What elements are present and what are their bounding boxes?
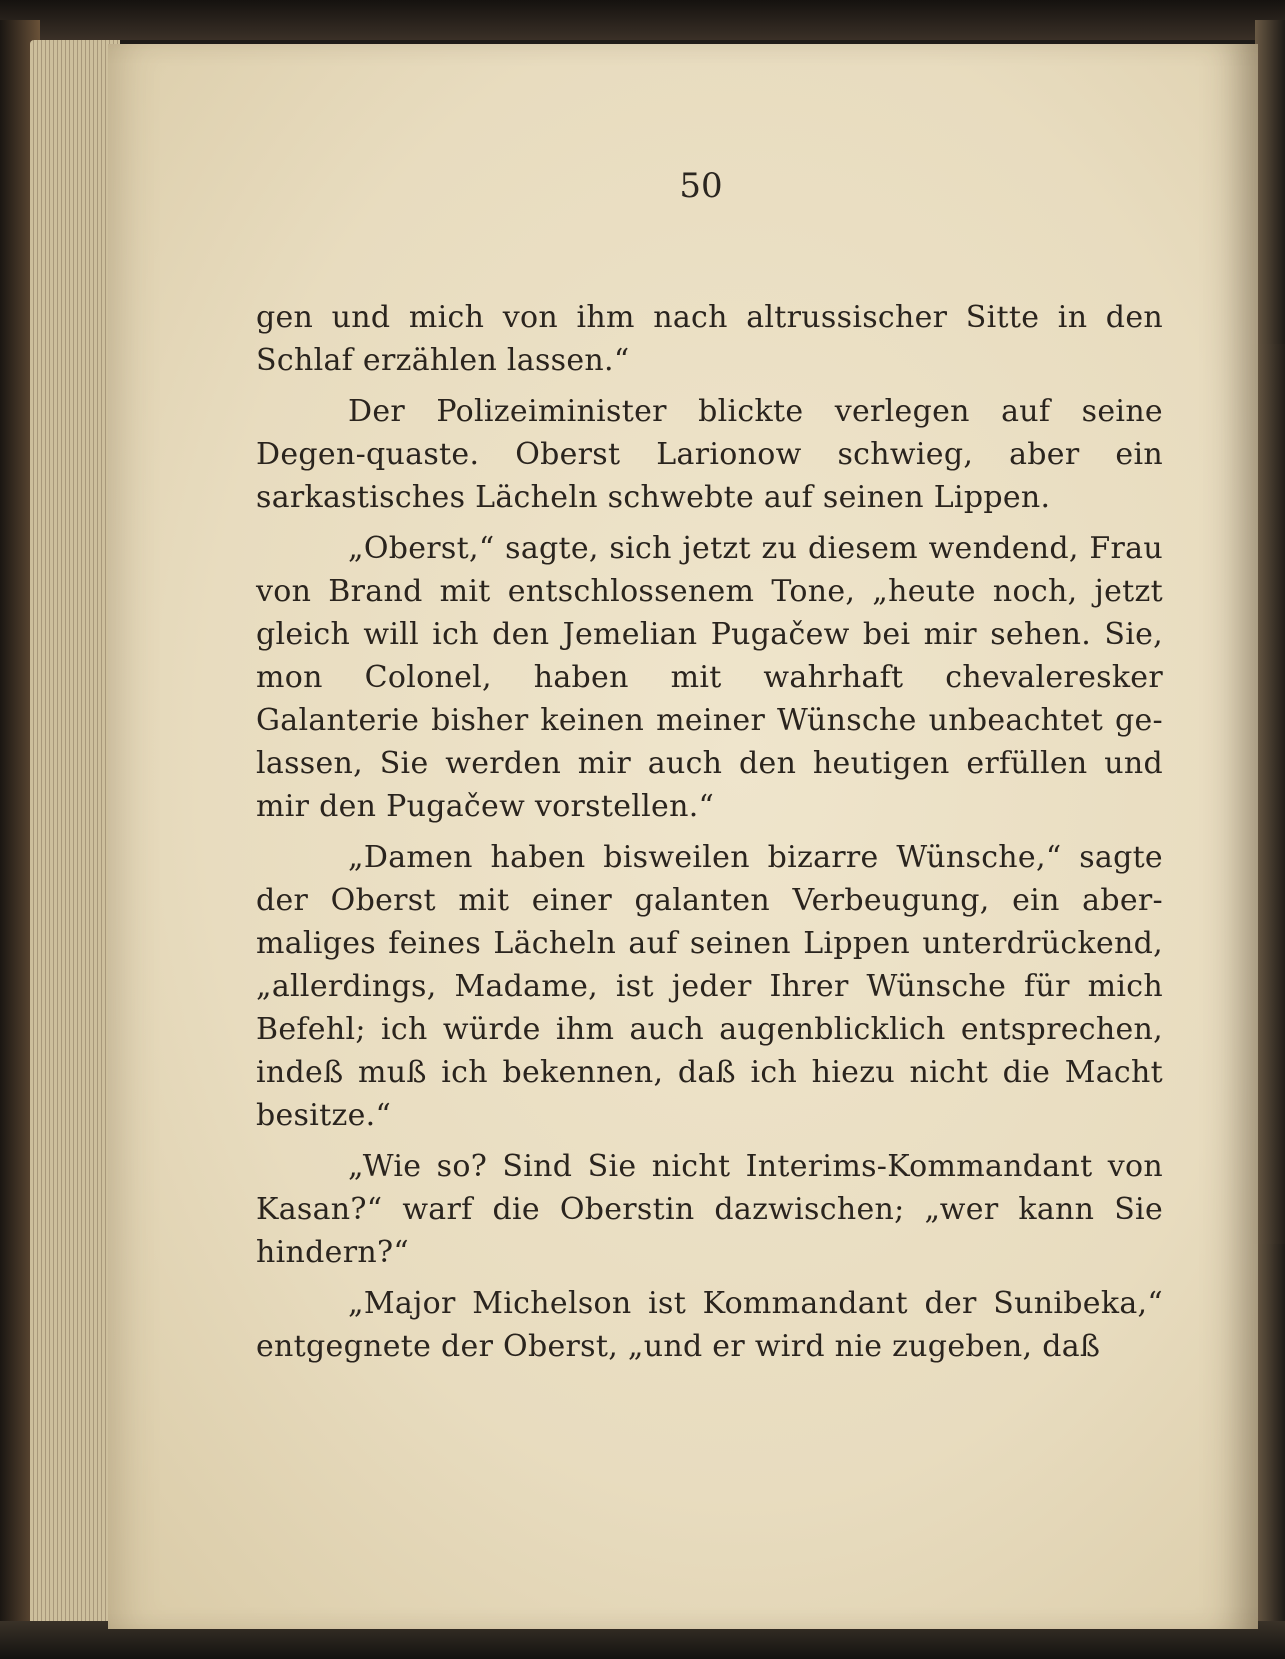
paragraph: Der Polizeiminister blickte verlegen auf seine Degen-quaste. Oberst Larionow schwieg, aber ein sarkastisches Lächeln schwebte auf seinen Lippen. [256, 394, 1163, 515]
book-cover-top [0, 0, 1285, 40]
page-text [256, 296, 1163, 1376]
paragraph: „Oberst,“ sagte, sich jetzt zu diesem wendend, Frau von Brand mit entschlossenem Tone, „heute noch, jetzt gleich will ich den Jemelian Pugačew bei mir sehen. Sie, mon Colonel, haben mit wahrhaft chevaleresker Galanterie bisher keinen meiner Wünsche unbeachtet ge-lassen, Sie werden mir auch den heutigen erfüllen und mir den Pugačew vorstellen.“ [256, 531, 1163, 824]
paragraph: „Damen haben bisweilen bizarre Wünsche,“ sagte der Oberst mit einer galanten Verbeugung, ein aber-maliges feines Lächeln auf seinen Lippen unterdrückend, „allerdings, Madame, ist jeder Ihrer Wünsche für mich Befehl; ich würde ihm auch augenblicklich entsprechen, indeß muß ich bekennen, daß ich hiezu nicht die Macht besitze.“ [256, 840, 1163, 1133]
page-edges [30, 40, 120, 1635]
page-number: 50 [679, 166, 723, 206]
page-shadow [1248, 344, 1285, 1244]
paragraph: „Wie so? Sind Sie nicht Interims-Kommandant von Kasan?“ warf die Oberstin dazwischen; „wer kann Sie hindern?“ [256, 1149, 1163, 1270]
paragraph: gen und mich von ihm nach altrussischer Sitte in den Schlaf erzählen lassen.“ [256, 300, 1163, 378]
book-page [108, 44, 1258, 1629]
paragraph: „Major Michelson ist Kommandant der Sunibeka,“ entgegnete der Oberst, „und er wird nie zugeben, daß [256, 1286, 1163, 1364]
